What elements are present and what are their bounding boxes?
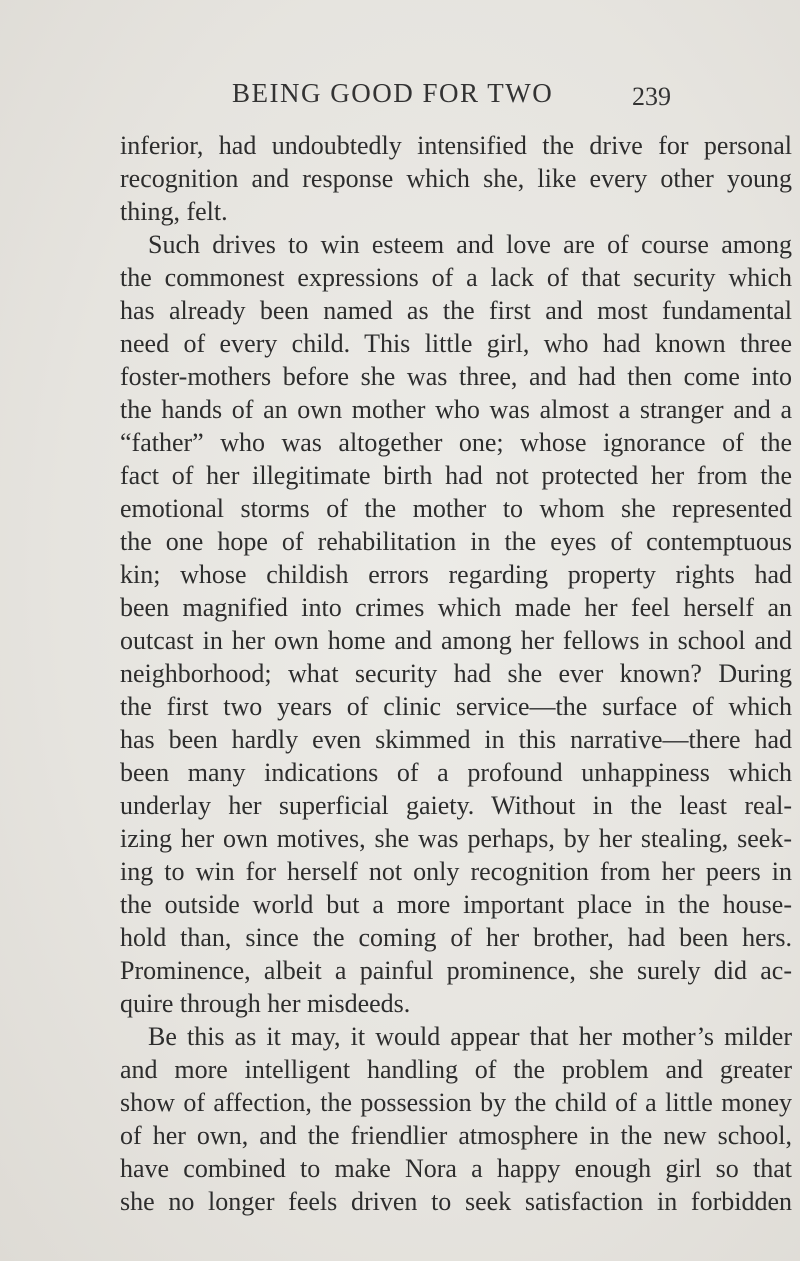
text-line: outcast in her own home and among her fellows in school and	[120, 626, 792, 655]
text-line: has been hardly even skimmed in this narrative—there had	[120, 725, 792, 754]
text-line: fact of her illegitimate birth had not protected her from the	[120, 461, 792, 490]
text-line: Prominence, albeit a painful prominence, she surely did ac-	[120, 956, 792, 985]
text-line: emotional storms of the mother to whom she represented	[120, 494, 792, 523]
text-line: the outside world but a more important place in the house-	[120, 890, 792, 919]
page-header	[0, 78, 800, 118]
text-line: thing, felt.	[120, 197, 228, 226]
running-head: BEING GOOD FOR TWO	[232, 78, 554, 108]
text-line: has already been named as the first and most fundamental	[120, 296, 792, 325]
text-line: recognition and response which she, like every other young	[120, 164, 792, 193]
text-line: the first two years of clinic service—the surface of which	[120, 692, 792, 721]
text-line: ing to win for herself not only recognition from her peers in	[120, 857, 792, 886]
text-line: have combined to make Nora a happy enough girl so that	[120, 1154, 792, 1183]
text-line: underlay her superficial gaiety. Without in the least real-	[120, 791, 792, 820]
page-number: 239	[632, 82, 671, 111]
text-line: Such drives to win esteem and love are of course among	[148, 230, 792, 259]
text-line: been many indications of a profound unhappiness which	[120, 758, 792, 787]
text-line: the commonest expressions of a lack of that security which	[120, 263, 792, 292]
text-line: and more intelligent handling of the problem and greater	[120, 1055, 792, 1084]
text-line: need of every child. This little girl, who had known three	[120, 329, 792, 358]
text-line: “father” who was altogether one; whose ignorance of the	[120, 428, 792, 457]
text-line: been magnified into crimes which made her feel herself an	[120, 593, 792, 622]
text-line: the one hope of rehabilitation in the eyes of contemptuous	[120, 527, 792, 556]
text-line: of her own, and the friendlier atmosphere in the new school,	[120, 1121, 792, 1150]
text-line: neighborhood; what security had she ever known? During	[120, 659, 792, 688]
text-line: kin; whose childish errors regarding property rights had	[120, 560, 792, 589]
text-line: she no longer feels driven to seek satisfaction in forbidden	[120, 1187, 792, 1216]
text-line: izing her own motives, she was perhaps, by her stealing, seek-	[120, 824, 792, 853]
text-line: show of affection, the possession by the child of a little money	[120, 1088, 792, 1117]
text-line: quire through her misdeeds.	[120, 989, 411, 1018]
text-line: the hands of an own mother who was almost a stranger and a	[120, 395, 792, 424]
text-line: Be this as it may, it would appear that her mother’s milder	[148, 1022, 792, 1051]
text-line: inferior, had undoubtedly intensified the drive for personal	[120, 131, 792, 160]
text-line: foster-mothers before she was three, and had then come into	[120, 362, 792, 391]
text-line: hold than, since the coming of her brother, had been hers.	[120, 923, 792, 952]
